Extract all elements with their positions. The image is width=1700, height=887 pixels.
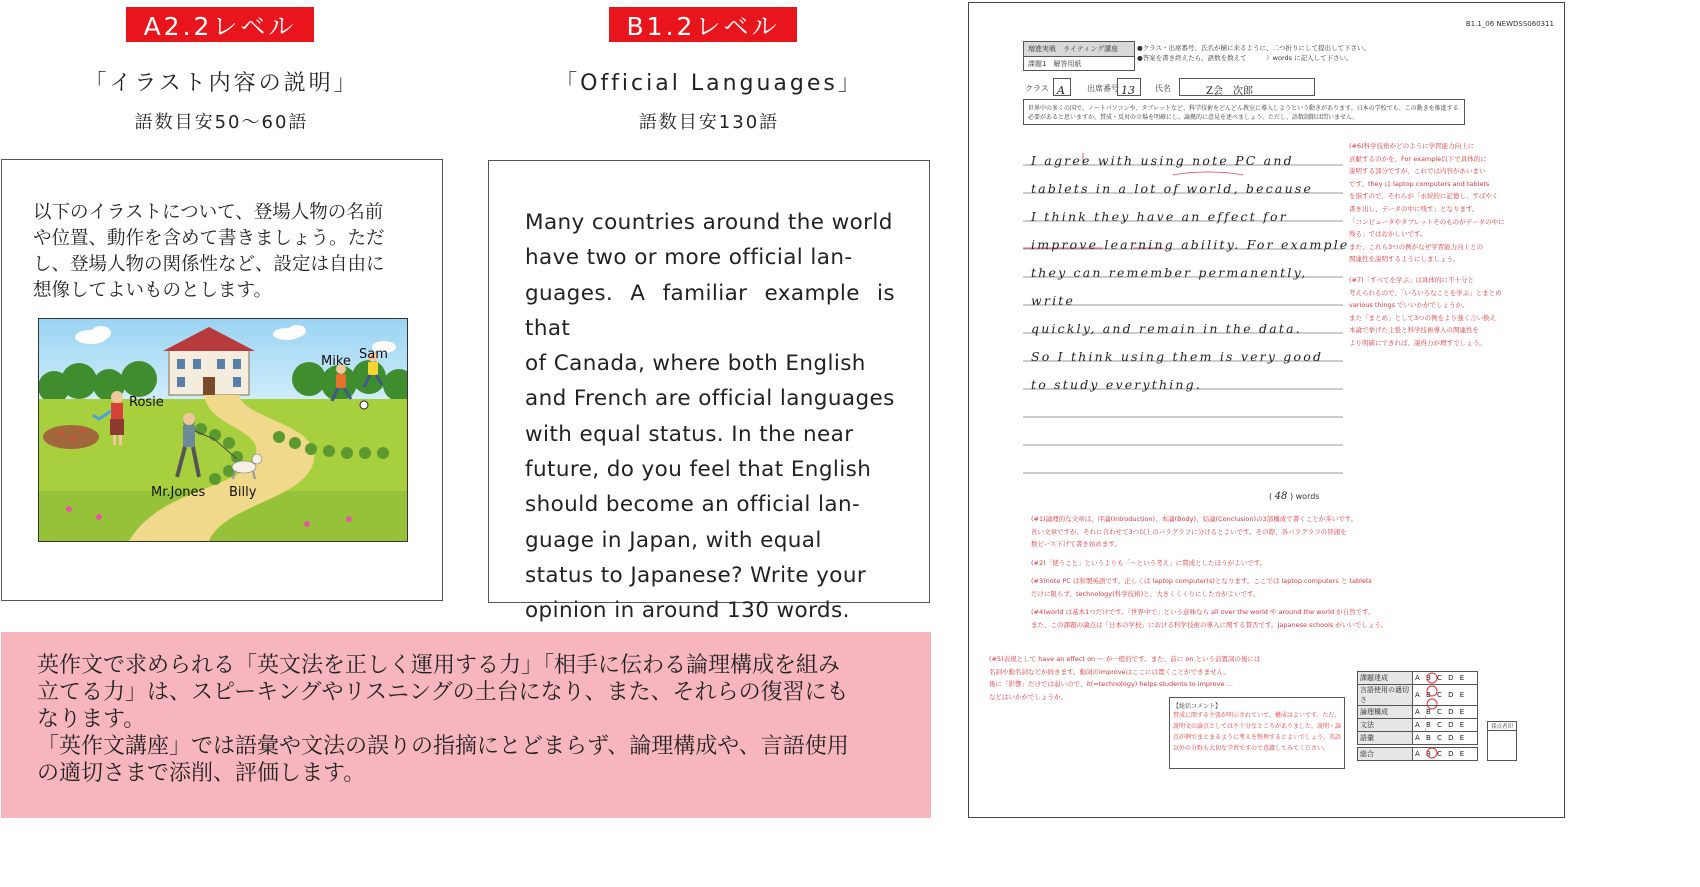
- answer-line: to study everything.: [1031, 377, 1203, 392]
- handwritten-answer: [1031, 147, 1351, 399]
- overall-grade-value: A B C D E: [1413, 748, 1478, 761]
- bottom-teacher-comments-2: [989, 653, 1349, 703]
- essay-task-box: [488, 160, 930, 624]
- park-illustration: [38, 318, 408, 542]
- side-comment-line: various things でいいかがでしょうか。: [1349, 301, 1469, 310]
- note-line: の適切さまで添削、評価します。: [37, 761, 366, 786]
- name-value-box: [1179, 78, 1315, 96]
- rubric-row: [1358, 672, 1478, 685]
- rubric-label: 言語使用の適切さ: [1358, 685, 1413, 706]
- bottom-comment-line: (#2)「使うこと」というよりも「〜という考え」に賛成としたほうがよいです。: [1031, 558, 1267, 567]
- bottom-comment-line: また、この課題の論点は「日本の学校」における科学技術の導入に関する賛否です。Japanese schools がいいでしょう。: [1031, 620, 1388, 629]
- side-comment-line: 関連性を説明するようにしましょう。: [1349, 255, 1460, 264]
- label-mr-jones: Mr.Jones: [151, 485, 206, 500]
- rubric-grades: A B C D E: [1413, 672, 1478, 685]
- rubric-grades: A B C D E: [1413, 732, 1478, 745]
- word-count-value: 48: [1274, 491, 1288, 502]
- side-comment-line: (#7)「すべてを学ぶ」は具体的に不十分と: [1349, 275, 1475, 284]
- side-comment-line: また「まとめ」として3つの例をより強く言い換え: [1349, 313, 1497, 322]
- answer-line: they can remember permanently, write: [1031, 265, 1308, 308]
- answer-line: I think they have an effect for: [1031, 209, 1288, 224]
- note-line: 「英作文講座」では語彙や文法の誤りの指摘にとどまらず、論理構成や、言語使用: [37, 734, 849, 759]
- grader-label: 採点者印: [1488, 722, 1516, 731]
- side-comment-line: (#6)科学技術がどのように学習能力向上に: [1349, 142, 1475, 150]
- header-note: ●クラス・出席番号、氏名が横に来るように、二つ折りにして提出して下さい。: [1137, 44, 1370, 52]
- topic-title: 「Official Languages」: [555, 71, 863, 96]
- grader-stamp-box: [1487, 721, 1517, 761]
- overall-grade-label: 総合: [1358, 748, 1413, 761]
- side-teacher-comments: [1349, 140, 1564, 350]
- word-count-field: ( 48 ) words: [1269, 491, 1320, 502]
- name-value: Z会 次郎: [1206, 86, 1253, 97]
- rubric-grades: A B C D E: [1413, 706, 1478, 719]
- word-count-guide: 語数目安130語: [638, 112, 780, 133]
- sheet-code: B1.1_06 NEWDSS060311: [1465, 20, 1554, 28]
- side-comment-line: 本論で挙げた主張と科学技術導入の関連性を: [1349, 326, 1479, 335]
- rubric-grades: A B C D E: [1413, 685, 1478, 706]
- overall-grade-row: [1358, 748, 1478, 761]
- level-badge-label: A2.2レベル: [143, 11, 297, 41]
- answer-line: I agree with using note PC and: [1031, 153, 1294, 168]
- side-comment-line: また、これら3つの例がなぜ学習能力向上との: [1349, 242, 1484, 251]
- label-sam: Sam: [359, 347, 388, 362]
- bottom-comment-line: だけに限らず、technology(科学技術)と、大きくくくりにした方がよいです。: [1031, 589, 1260, 598]
- soccer-ball: [360, 401, 368, 409]
- side-comment-line: 説明する部分ですが、これでは内容があいまい: [1349, 167, 1486, 176]
- side-comment-line: 考えられるので、「いろいろなことを学ぶ」とまとめ: [1349, 288, 1502, 297]
- rubric-table: [1357, 671, 1478, 745]
- note-line: なります。: [37, 707, 146, 732]
- bottom-comment-line: 後に「影響」だけでは弱いので、it(=technology) helps students to improve …: [989, 680, 1233, 688]
- class-value-box: [1053, 78, 1071, 96]
- side-comment-line: 残る」ではおかしいです。: [1349, 230, 1427, 239]
- overall-comment-title: 【総括コメント】: [1173, 703, 1222, 710]
- bottom-comment-line: 名詞や動名詞などが続きます。動詞のimproveはここには置くことができません。: [989, 667, 1230, 676]
- rubric-label: 文法: [1358, 719, 1413, 732]
- name-label: 氏名: [1155, 84, 1171, 93]
- instruction-line: し、登場人物の関係性など、設定は自由に: [33, 254, 385, 275]
- side-comment-line: です。they は laptop computers and tablets: [1349, 179, 1490, 188]
- level-badge-a22: [126, 7, 314, 42]
- class-value: A: [1057, 84, 1065, 97]
- task-instruction: [33, 200, 413, 304]
- rubric-row: [1358, 685, 1478, 706]
- instruction-line: 想像してよいものとします。: [33, 280, 273, 301]
- course-description-note: [1, 632, 931, 818]
- rubric-label: 論理構成: [1358, 706, 1413, 719]
- bottom-comment-line: などはいかがでしょうか。: [989, 692, 1067, 701]
- bottom-comment-line: 数ピース下げて書き始めます。: [1031, 540, 1121, 548]
- prompt-line: guages. A familiar example is that: [525, 280, 895, 341]
- label-billy: Billy: [229, 485, 257, 500]
- topic-title: 「イラスト内容の説明」: [84, 71, 359, 96]
- sheet-header-notes: [1137, 43, 1497, 63]
- grade-circle-marks: [1425, 671, 1439, 761]
- prompt-line: opinion in around 130 words.: [525, 598, 850, 624]
- level-badge-b12: [609, 7, 797, 42]
- bottom-comment-line: 長い文章ですが、それに合わせて3つ以上のパラグラフに分けるとよいです。その際、各パラグラフの冒頭を: [1031, 527, 1347, 536]
- bottom-comment-line: (#3)note PC は和製英語です。正しくは laptop computer(s)となります。ここでは laptop computers と tablets: [1031, 577, 1372, 585]
- prompt-line: Many countries around the world: [525, 210, 893, 235]
- number-value: 13: [1121, 84, 1135, 97]
- bottom-teacher-comments: [1031, 513, 1561, 631]
- bottom-comment-line: (#1)論理的な文章は、序論(Introduction)、本論(Body)、結論(Conclusion)の3部構成で書くことが多いです。: [1031, 515, 1358, 523]
- rubric-grades: A B C D E: [1413, 719, 1478, 732]
- bottom-comment-line: (#5)表現として have an effect on 〜 が一般的です。また、前に on という前置詞の後には: [989, 655, 1261, 663]
- essay-prompt: [525, 205, 895, 629]
- side-comment-line: を指すので、それらが「永続的に記憶し、すばやく: [1349, 192, 1499, 201]
- sheet-header: [1023, 41, 1135, 71]
- illustration-task-box: [1, 159, 443, 601]
- flower-bed: [43, 425, 99, 449]
- prompt-line: have two or more official lan-: [525, 245, 853, 271]
- prompt-line: future, do you feel that English: [525, 457, 872, 483]
- overall-comment-text: 賛成に関する主張が明示されていて、構成はよいです。ただ、説明文の論点としては不十分なところがありました。説明・論点が例でまとまるように考えを整理するとよいでしょう。英語以外の分野も大切な学習ですので意識してみてください。: [1173, 712, 1342, 752]
- rubric-label: 語彙: [1358, 732, 1413, 745]
- overall-grade-table: [1357, 747, 1478, 761]
- side-comment-line: より明確にできれば、説得力が増すでしょう。: [1349, 338, 1486, 347]
- side-comment-line: 書き出し、データの中に残す」となります。: [1349, 204, 1479, 213]
- overall-comment-box: [1169, 697, 1345, 769]
- side-comment-line: 「コンピュータやタブレットそのものがデータの中に: [1349, 217, 1505, 226]
- sheet-header-sub: 課題1 解答用紙: [1024, 56, 1134, 71]
- instruction-line: 以下のイラストについて、登場人物の名前: [33, 202, 384, 223]
- prompt-line: of Canada, where both English: [525, 351, 866, 377]
- answer-line: So I think using them is very good: [1031, 349, 1324, 364]
- prompt-line: and French are official languages: [525, 386, 895, 412]
- words-label: words: [1295, 492, 1320, 501]
- bottom-comment-line: (#4)world は基本1つだけです。「世界中で」という意味なら all over the world や around the world が自然です。: [1031, 608, 1375, 616]
- label-rosie: Rosie: [129, 395, 164, 410]
- label-mike: Mike: [321, 354, 351, 369]
- instruction-line: や位置、動作を含めて書きましょう。ただ: [33, 228, 385, 249]
- graded-answer-sheet: [968, 2, 1565, 818]
- word-count-guide: 語数目安50〜60語: [134, 112, 309, 133]
- number-value-box: [1117, 78, 1141, 96]
- class-label: クラス: [1025, 84, 1049, 93]
- side-comment-line: 貢献するのかを、For example以下で具体的に: [1349, 154, 1487, 163]
- answer-line: improve learning ability. For example: [1031, 237, 1350, 252]
- note-line: 英作文で求められる「英文法を正しく運用する力」「相手に伝わる論理構成を組み: [37, 653, 841, 678]
- prompt-line: guage in Japan, with equal: [525, 527, 822, 553]
- number-label: 出席番号: [1087, 84, 1119, 93]
- level-badge-label: B1.2レベル: [626, 11, 780, 41]
- park-scene: [39, 319, 407, 541]
- rubric-row: [1358, 732, 1478, 745]
- prompt-line: should become an official lan-: [525, 492, 861, 518]
- prompt-line: status to Japanese? Write your: [525, 562, 867, 588]
- note-line: 立てる力」は、スピーキングやリスニングの土台になり、また、それらの復習にも: [37, 680, 849, 705]
- question-box: 世界中の多くの国で、ノートパソコンや、タブレットなど、科学技術をどんどん教室に導入しようという動きがあります。日本の学校でも、この動きを推進する必要があると思いますか。賛成・反対の立場を明確にし、論拠的に意見を述べましょう。ただし、語数制限は問いません。: [1023, 99, 1465, 125]
- answer-line: quickly, and remain in the data.: [1031, 321, 1302, 336]
- rubric-row: [1358, 706, 1478, 719]
- rubric-row: [1358, 719, 1478, 732]
- sheet-header-title: 増進実戦 ライティング講座: [1024, 42, 1134, 56]
- header-note: ●答案を書き終えたら、語数を数えて ）words に記入して下さい。: [1137, 54, 1353, 62]
- answer-line: tablets in a lot of world, because: [1031, 181, 1314, 196]
- rubric-label: 課題達成: [1358, 672, 1413, 685]
- prompt-line: with equal status. In the near: [525, 421, 854, 447]
